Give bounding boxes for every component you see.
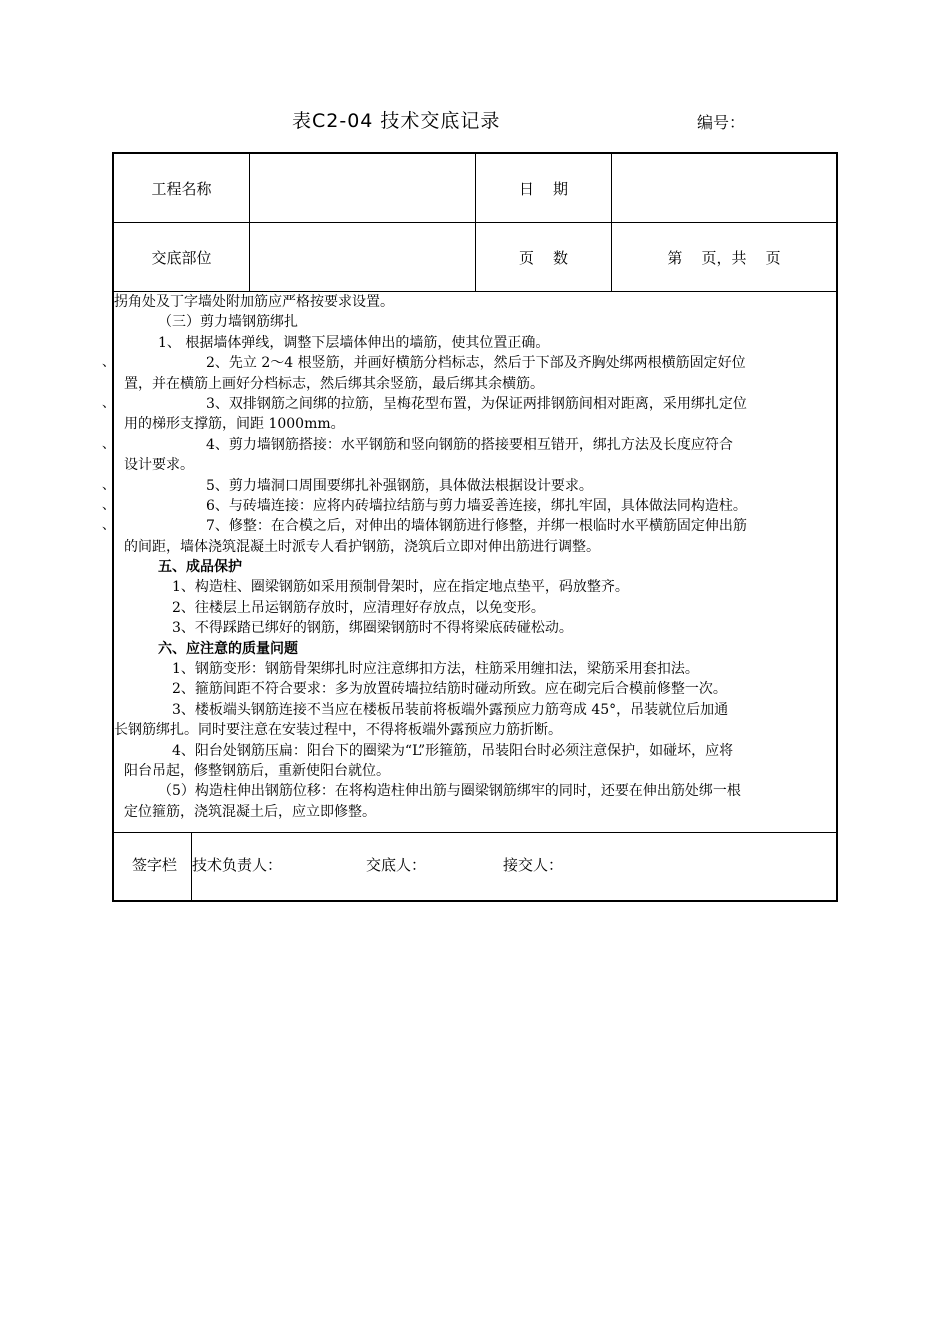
content-line: 2、往楼层上吊运钢筋存放时，应清理好存放点，以免变形。	[172, 599, 545, 616]
receiver-signature[interactable]: 接交人：	[503, 856, 564, 874]
bullet-mark: 、	[102, 355, 116, 371]
bullet-mark: 、	[102, 436, 116, 452]
content-line	[102, 394, 836, 414]
content-text: 6、与砖墙连接：应将内砖墙拉结筋与剪力墙妥善连接，绑扎牢固，具体做法同构造柱。	[206, 497, 747, 514]
date-label: 日 期	[518, 179, 569, 198]
disclosure-content	[102, 292, 836, 822]
content-line: 阳台吊起，修整钢筋后，重新使阳台就位。	[124, 762, 390, 779]
tech-lead-signature[interactable]: 技术负责人：	[192, 856, 283, 874]
section-heading: 五、成品保护	[158, 559, 242, 576]
location-value[interactable]	[250, 223, 475, 291]
content-line	[102, 353, 836, 373]
content-text: 7、修整：在合模之后，对伸出的墙体钢筋进行修整，并绑一根临时水平横筋固定伸出筋	[206, 518, 747, 535]
content-line	[102, 516, 836, 536]
content-line: 置，并在横筋上画好分档标志，然后绑其余竖筋，最后绑其余横筋。	[124, 375, 544, 392]
signature-label: 签字栏	[132, 856, 178, 874]
content-line	[102, 496, 836, 516]
project-name-value[interactable]	[250, 154, 475, 222]
content-line: 1、 根据墙体弹线，调整下层墙体伸出的墙筋，使其位置正确。	[158, 334, 550, 351]
content-line: 拐角处及丁字墙处附加筋应严格按要求设置。	[114, 294, 394, 310]
content-line: 2、箍筋间距不符合要求：多为放置砖墙拉结筋时碰动所致。应在砌完后合模前修整一次。	[172, 681, 727, 698]
bullet-mark: 、	[102, 477, 116, 493]
location-label: 交底部位	[151, 248, 212, 267]
content-line: （三）剪力墙钢筋绑扎	[158, 314, 298, 331]
pages-label: 页 数	[518, 248, 569, 267]
content-line: 3、楼板端头钢筋连接不当应在楼板吊装前将板端外露预应力筋弯成 45°，吊装就位后加通	[172, 701, 729, 718]
content-line: 用的梯形支撑筋，间距 1000mm。	[124, 416, 345, 433]
presenter-signature[interactable]: 交底人：	[366, 856, 427, 874]
content-text: 4、剪力墙钢筋搭接：水平钢筋和竖向钢筋的搭接要相互错开，绑扎方法及长度应符合	[206, 436, 733, 453]
bullet-mark: 、	[102, 518, 116, 534]
page-title: 表C2-04 技术交底记录	[292, 110, 501, 132]
content-text: 5、剪力墙洞口周围要绑扎补强钢筋，具体做法根据设计要求。	[206, 477, 593, 494]
content-line: 长钢筋绑扎。同时要注意在安装过程中，不得将板端外露预应力筋折断。	[114, 722, 562, 739]
pages-value: 第 页，共 页	[667, 248, 781, 267]
content-line	[102, 435, 836, 455]
content-text: 3、双排钢筋之间绑的拉筋，呈梅花型布置，为保证两排钢筋间相对距离，采用绑扎定位	[206, 395, 747, 412]
content-line	[102, 476, 836, 496]
content-line: 3、不得踩踏已绑好的钢筋，绑圈梁钢筋时不得将梁底砖碰松动。	[172, 620, 573, 637]
content-text: 2、先立 2～4 根竖筋，并画好横筋分档标志，然后于下部及齐胸处绑两根横筋固定好位	[206, 355, 746, 372]
date-value[interactable]	[612, 154, 836, 222]
bullet-mark: 、	[102, 395, 116, 411]
content-line: 1、构造柱、圈梁钢筋如采用预制骨架时，应在指定地点垫平，码放整齐。	[172, 579, 629, 596]
bullet-mark: 、	[102, 497, 116, 513]
project-name-label: 工程名称	[151, 179, 212, 198]
section-heading: 六、应注意的质量问题	[158, 640, 298, 657]
content-line: 设计要求。	[124, 457, 194, 474]
row-divider	[114, 832, 836, 833]
technical-disclosure-form	[102, 152, 838, 902]
content-line: 定位箍筋，浇筑混凝土后，应立即修整。	[124, 803, 376, 820]
content-line: 4、阳台处钢筋压扁：阳台下的圈梁为“L”形箍筋，吊装阳台时必须注意保护，如碰坏，应将	[172, 742, 734, 759]
content-line: （5）构造柱伸出钢筋位移：在将构造柱伸出筋与圈梁钢筋绑牢的同时，还要在伸出筋处绑一根	[158, 783, 741, 800]
document-number-label: 编号：	[697, 113, 746, 132]
content-line: 1、钢筋变形：钢筋骨架绑扎时应注意绑扣方法，柱筋采用缠扣法，梁筋采用套扣法。	[172, 661, 699, 678]
content-line: 的间距，墙体浇筑混凝土时派专人看护钢筋，浇筑后立即对伸出筋进行调整。	[124, 538, 600, 555]
